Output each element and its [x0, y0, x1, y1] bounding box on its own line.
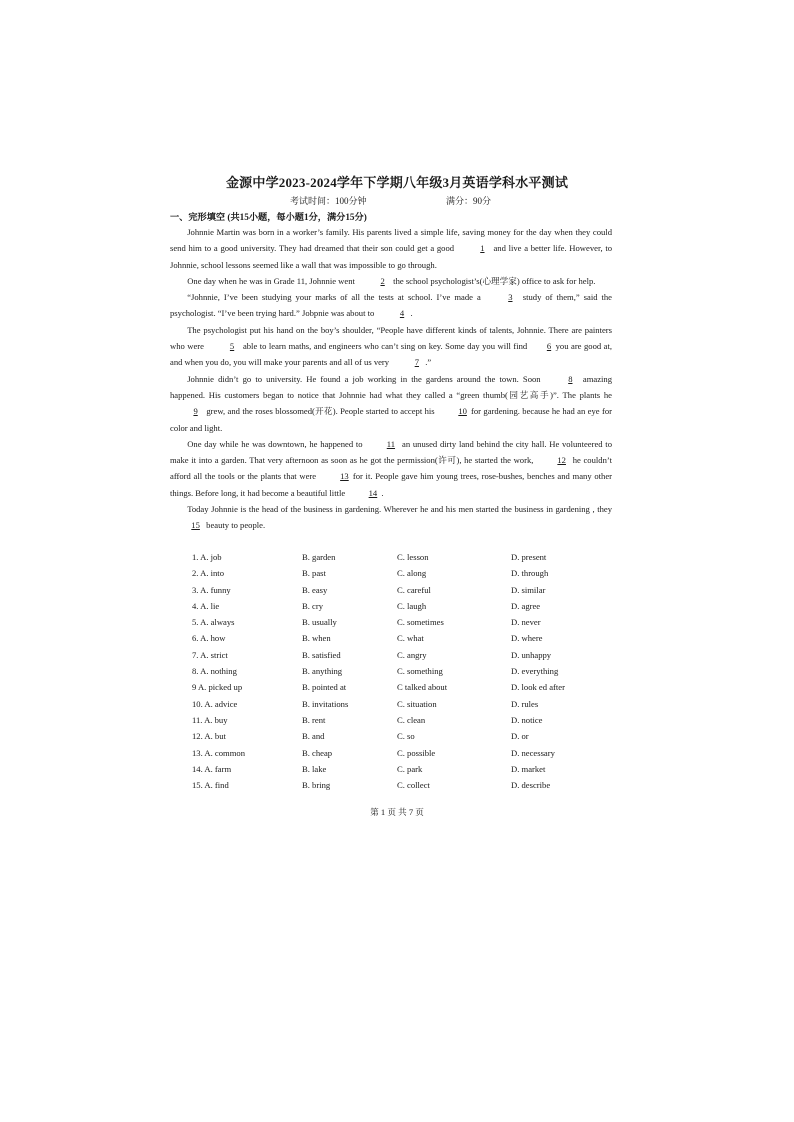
- option-b: B. satisfied: [302, 649, 341, 660]
- option-b: B. usually: [302, 617, 337, 628]
- option-b: B. rent: [302, 714, 326, 725]
- option-row: [192, 614, 612, 630]
- option-d: D. present: [511, 552, 547, 562]
- option-c: C. collect: [397, 780, 430, 791]
- blank-9: 9: [193, 406, 198, 417]
- option-d: D. everything: [511, 666, 559, 677]
- option-b: B. and: [302, 731, 325, 742]
- option-d: D. unhappy: [511, 649, 552, 660]
- option-row: [192, 647, 612, 663]
- paragraph-1: [170, 224, 612, 273]
- passage-text: for it. People gave him young trees, rose-bushes, benches and many other things. Before long, it had become a beautiful little: [170, 471, 612, 498]
- option-a: 2. A. into: [192, 568, 224, 579]
- blank-8: 8: [568, 373, 573, 384]
- option-row: [192, 777, 612, 793]
- option-c: C. what: [397, 633, 424, 644]
- option-row: [192, 582, 612, 598]
- passage-text: .”: [425, 357, 432, 368]
- option-c: C. careful: [397, 584, 431, 595]
- page-number: 第 1 页 共 7 页: [370, 807, 424, 817]
- passage-text: Today Johnnie is the head of the business in gardening. Wherever he and his men started the business in gardening , they: [187, 504, 612, 515]
- paragraph-5: [170, 371, 612, 436]
- option-row: [192, 696, 612, 712]
- passage-text: able to learn maths, and engineers who can’t sing on key. Some day you will find: [240, 341, 530, 352]
- option-row: [192, 679, 612, 695]
- passage-text: Johnnie Martin was born in a worker’s family. His parents lived a simple life, saving money for the day when they could send him to a good university. They had dreamed that their son could get a good: [170, 227, 612, 254]
- passage-text: beauty to people.: [204, 520, 266, 531]
- option-d: D. notice: [511, 714, 543, 725]
- option-row: [192, 761, 612, 777]
- answer-options: [192, 549, 612, 793]
- option-a: 15. A. find: [192, 780, 229, 791]
- option-c: C. something: [397, 666, 443, 677]
- option-b: B. invitations: [302, 698, 349, 709]
- passage-text: “Johnnie, I’ve been studying your marks of all the tests at school. I’ve made a: [187, 292, 485, 303]
- option-a: 3. A. funny: [192, 584, 231, 595]
- passage-text: One day while he was downtown, he happened to: [187, 438, 366, 449]
- option-d: D. rules: [511, 698, 539, 709]
- option-c: C. sometimes: [397, 617, 444, 628]
- option-row: [192, 728, 612, 744]
- option-b: B. past: [302, 568, 326, 579]
- passage-text: One day when he was in Grade 11, Johnnie went: [187, 275, 358, 286]
- option-c: C. park: [397, 763, 423, 774]
- option-d: D. agree: [511, 600, 541, 611]
- option-d: D. through: [511, 568, 549, 579]
- exam-time: 考试时间：100分钟: [290, 196, 367, 206]
- option-d: D. describe: [511, 780, 551, 791]
- passage-text: grew, and the roses blossomed(开花). People started to accept his: [204, 406, 438, 417]
- option-a: 12. A. but: [192, 731, 226, 742]
- paragraph-3: [170, 289, 612, 322]
- option-a: 11. A. buy: [192, 714, 228, 725]
- passage-text: for gardening. because he had an eye for color and light.: [170, 406, 612, 433]
- blank-10: 10: [458, 406, 467, 417]
- option-b: B. cheap: [302, 747, 333, 758]
- blank-3: 3: [508, 292, 513, 303]
- passage-text: the school psychologist’s(心理学家) office to ask for help.: [391, 275, 596, 286]
- option-d: D. never: [511, 617, 541, 628]
- blank-15: 15: [191, 520, 200, 531]
- option-b: B. anything: [302, 666, 343, 677]
- option-d: D. or: [511, 731, 529, 742]
- option-a: 10. A. advice: [192, 698, 238, 709]
- option-a: 7. A. strict: [192, 649, 228, 660]
- paragraph-4: [170, 322, 612, 371]
- option-b: B. when: [302, 633, 331, 644]
- passage-text: and live a better life. However, to Johnnie, school lessons seemed like a wall that was impossible to go through.: [170, 243, 612, 270]
- option-a: 14. A. farm: [192, 763, 232, 774]
- option-a: 5. A. always: [192, 617, 235, 628]
- option-c: C. along: [397, 568, 427, 579]
- option-b: B. cry: [302, 600, 324, 611]
- option-c: C. angry: [397, 649, 427, 660]
- passage-text: he couldn’t afford all the tools or the plants that were: [170, 455, 612, 482]
- paragraph-7: [170, 501, 612, 534]
- passage-text: The psychologist put his hand on the boy’s shoulder, “People have different kinds of talents, Johnnie. There are painters who were: [170, 324, 612, 352]
- blank-12: 12: [557, 455, 566, 466]
- passage-text: an unused dirty land behind the city hall. He volunteered to make it into a garden. That very afternoon as soon as he got the permission(许可), he started the work,: [170, 438, 612, 466]
- passage-text: Johnnie didn’t go to university. He found a job working in the gardens around the town. Soon: [187, 373, 545, 384]
- passage-text: amazing happened. His customers began to notice that Johnnie had what they called a “green thumb(园艺高手)”. The plants he: [170, 373, 613, 400]
- exam-title: 金源中学2023-2024学年下学期八年级3月英语学科水平测试: [225, 175, 569, 190]
- option-a: 8. A. nothing: [192, 666, 237, 677]
- passage-text: study of them,” said the psychologist. “I’ve been trying hard.” Jobpnie was about to: [170, 292, 612, 319]
- option-a: 4. A. lie: [192, 600, 220, 611]
- option-a: 13. A. common: [192, 747, 245, 758]
- option-a: 1. A. job: [192, 552, 222, 562]
- option-b: B. easy: [302, 584, 328, 595]
- blank-1: 1: [480, 243, 485, 254]
- option-d: D. where: [511, 633, 543, 644]
- option-a: 9 A. picked up: [192, 682, 243, 693]
- option-a: 6. A. how: [192, 633, 226, 644]
- passage-text: .: [410, 308, 413, 319]
- option-b: B. lake: [302, 763, 327, 774]
- option-c: C. situation: [397, 698, 437, 709]
- blank-4: 4: [399, 308, 405, 319]
- blank-11: 11: [386, 438, 396, 449]
- option-b: B. garden: [302, 552, 336, 562]
- option-c: C. so: [397, 731, 415, 742]
- option-row: [192, 712, 612, 728]
- option-c: C talked about: [397, 682, 448, 693]
- exam-score: 满分：90分: [446, 196, 492, 206]
- blank-7: 7: [414, 357, 419, 368]
- paragraph-6: [170, 436, 612, 501]
- option-row: [192, 565, 612, 581]
- option-c: C. possible: [397, 747, 436, 758]
- passage-text: .: [381, 487, 384, 498]
- option-c: C. laugh: [397, 600, 427, 611]
- option-row: [192, 549, 612, 565]
- option-c: C. lesson: [397, 552, 429, 562]
- option-row: [192, 663, 612, 679]
- option-d: D. similar: [511, 584, 546, 595]
- option-d: D. look ed after: [511, 682, 565, 693]
- blank-14: 14: [368, 487, 378, 498]
- blank-5: 5: [229, 341, 235, 352]
- option-row: [192, 598, 612, 614]
- passage-text: you are good at, and when you do, you will make your parents and all of us very: [170, 341, 613, 368]
- blank-13: 13: [340, 471, 349, 482]
- paragraph-2: [170, 273, 612, 289]
- option-b: B. bring: [302, 780, 331, 791]
- option-b: B. pointed at: [302, 682, 347, 693]
- section-heading: 一、完形填空 (共15小题，每小题1分，满分15分): [170, 212, 367, 222]
- option-row: [192, 630, 612, 646]
- option-d: D. market: [511, 763, 546, 774]
- blank-6: 6: [546, 341, 552, 352]
- blank-2: 2: [380, 275, 385, 286]
- cloze-passage: [170, 224, 612, 534]
- option-d: D. necessary: [511, 747, 555, 758]
- option-c: C. clean: [397, 714, 426, 725]
- option-row: [192, 745, 612, 761]
